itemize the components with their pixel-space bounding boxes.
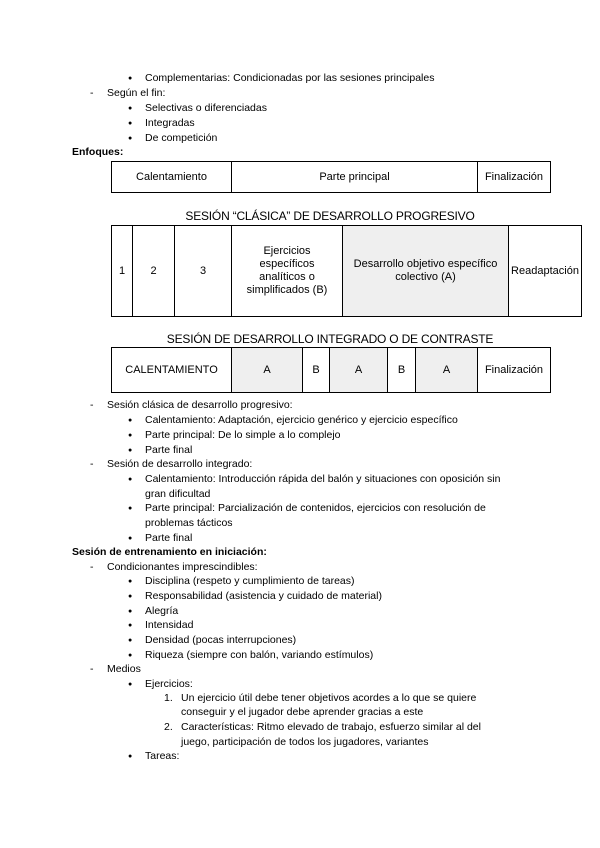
cell-1: 1 bbox=[112, 226, 133, 317]
header-table bbox=[111, 161, 551, 193]
list-item: - Medios bbox=[107, 663, 141, 676]
list-item: ● De competición bbox=[145, 132, 217, 145]
list-item: - Según el fin: bbox=[107, 87, 165, 100]
list-item: ● Integradas bbox=[145, 117, 195, 130]
list-item: ● Complementarias: Condicionadas por las sesiones principales bbox=[145, 72, 434, 85]
list-item: ● Densidad (pocas interrupciones) bbox=[145, 634, 296, 647]
integrado-table bbox=[111, 347, 551, 393]
cell-calentamiento-caps: CALENTAMIENTO bbox=[112, 348, 232, 393]
list-item: ● Ejercicios: bbox=[145, 678, 193, 691]
cell-a: A bbox=[416, 348, 478, 393]
list-number: 2. bbox=[164, 721, 173, 733]
list-item: Características: Ritmo elevado de trabajo, esfuerzo similar al del bbox=[181, 721, 481, 733]
integrado-title: SESIÓN DE DESARROLLO INTEGRADO O DE CONTRASTE bbox=[166, 332, 494, 346]
list-item: ● Responsabilidad (asistencia y cuidado de material) bbox=[145, 590, 382, 603]
list-number: 1. bbox=[164, 692, 173, 704]
list-item: ● Parte principal: De lo simple a lo complejo bbox=[145, 429, 341, 442]
list-item: ● Parte final bbox=[145, 532, 192, 545]
list-item: Un ejercicio útil debe tener objetivos acordes a lo que se quiere bbox=[181, 692, 477, 704]
cell-readaptacion: Readaptación bbox=[509, 226, 582, 317]
clasica-table bbox=[111, 225, 582, 317]
section-heading-enfoques: Enfoques: bbox=[72, 146, 124, 158]
list-item-continuation: conseguir y el jugador debe aprender gracias a este bbox=[181, 706, 424, 718]
cell-desarrollo-objetivo: Desarrollo objetivo específico colectivo (A) bbox=[343, 226, 509, 317]
list-item: ● Calentamiento: Adaptación, ejercicio genérico y ejercicio específico bbox=[145, 414, 458, 427]
cell-finalizacion: Finalización bbox=[478, 348, 551, 393]
cell-a: A bbox=[232, 348, 303, 393]
list-item-continuation: problemas tácticos bbox=[145, 517, 233, 529]
list-item: - Sesión de desarrollo integrado: bbox=[107, 458, 252, 471]
list-item: ● Parte final bbox=[145, 444, 192, 457]
list-item: ● Calentamiento: Introducción rápida del balón y situaciones con oposición sin bbox=[145, 473, 500, 486]
cell-calentamiento: Calentamiento bbox=[112, 162, 232, 193]
cell-a: A bbox=[330, 348, 388, 393]
clasica-title: SESIÓN “CLÁSICA” DE DESARROLLO PROGRESIVO bbox=[185, 209, 475, 223]
list-item: ● Parte principal: Parcialización de contenidos, ejercicios con resolución de bbox=[145, 502, 486, 515]
cell-b: B bbox=[303, 348, 330, 393]
cell-3: 3 bbox=[175, 226, 232, 317]
cell-ejercicios-especificos: Ejercicios específicos analíticos o simplificados (B) bbox=[232, 226, 343, 317]
list-item: ● Tareas: bbox=[145, 750, 179, 763]
cell-parte-principal: Parte principal bbox=[232, 162, 478, 193]
list-item: - Condicionantes imprescindibles: bbox=[107, 561, 258, 574]
cell-2: 2 bbox=[133, 226, 175, 317]
list-item: ● Selectivas o diferenciadas bbox=[145, 102, 267, 115]
section-heading-iniciacion: Sesión de entrenamiento en iniciación: bbox=[72, 546, 267, 558]
cell-finalizacion: Finalización bbox=[478, 162, 551, 193]
list-item-continuation: gran dificultad bbox=[145, 488, 211, 500]
list-item: ● Intensidad bbox=[145, 619, 193, 632]
list-item: ● Riqueza (siempre con balón, variando estímulos) bbox=[145, 649, 373, 662]
list-item: ● Disciplina (respeto y cumplimiento de tareas) bbox=[145, 575, 355, 588]
list-item: ● Alegría bbox=[145, 605, 178, 618]
cell-b: B bbox=[388, 348, 416, 393]
list-item: - Sesión clásica de desarrollo progresivo: bbox=[107, 399, 293, 412]
list-item-continuation: juego, participación de todos los jugadores, variantes bbox=[181, 736, 429, 748]
